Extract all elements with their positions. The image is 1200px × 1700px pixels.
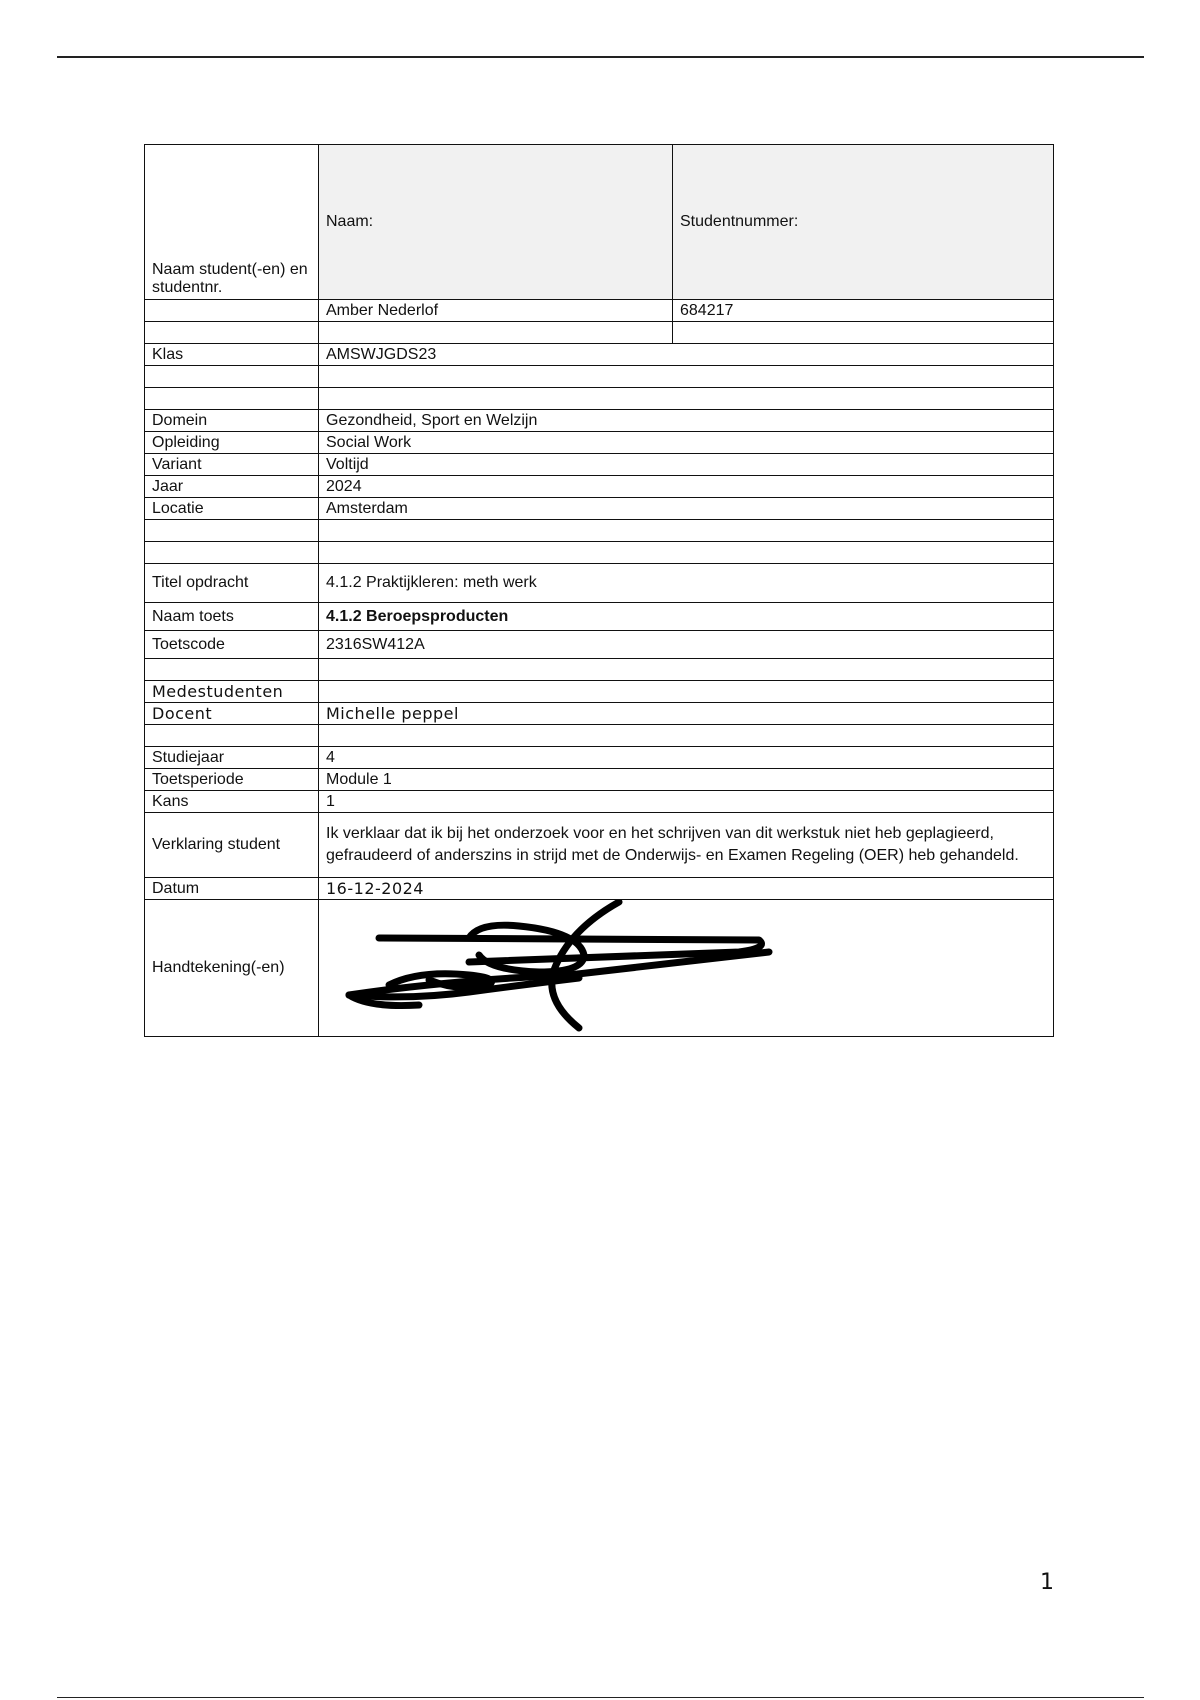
- empty-cell: [145, 542, 319, 564]
- table-row: [145, 520, 1054, 542]
- table-row: [145, 878, 1054, 900]
- handwritten-signature-icon: [329, 900, 789, 1036]
- verklaring-value: Ik verklaar dat ik bij het onderzoek voor en het schrijven van dit werkstuk niet heb geplagieerd, gefraudeerd of anderszins in strijd met de Onderwijs- en Examen Regeling (OER) heb gehandeld.: [319, 813, 1054, 878]
- table-row: [145, 813, 1054, 878]
- table-row: [145, 791, 1054, 813]
- table-row: [145, 388, 1054, 410]
- locatie-label: Locatie: [145, 498, 319, 520]
- verklaring-label: Verklaring student: [145, 813, 319, 878]
- table-row: [145, 322, 1054, 344]
- docent-label: Docent: [145, 703, 319, 725]
- empty-cell: [319, 366, 1054, 388]
- table-row: [145, 454, 1054, 476]
- student-number: 684217: [673, 300, 1054, 322]
- opleiding-label: Opleiding: [145, 432, 319, 454]
- handtekening-label: Handtekening(-en): [145, 900, 319, 1037]
- student-label: Naam student(-en) en studentnr.: [145, 145, 319, 300]
- signature-cell: [319, 900, 1054, 1037]
- toetscode-label: Toetscode: [145, 631, 319, 659]
- docent-value: Michelle peppel: [319, 703, 1054, 725]
- empty-cell: [319, 322, 673, 344]
- medestudenten-value: [319, 681, 1054, 703]
- titel-value: 4.1.2 Praktijkleren: meth werk: [319, 564, 1054, 603]
- opleiding-value: Social Work: [319, 432, 1054, 454]
- kans-label: Kans: [145, 791, 319, 813]
- cover-form-table: [144, 144, 1054, 1037]
- empty-cell: [673, 322, 1054, 344]
- jaar-label: Jaar: [145, 476, 319, 498]
- klas-label: Klas: [145, 344, 319, 366]
- empty-cell: [319, 542, 1054, 564]
- naam-header: Naam:: [319, 145, 673, 300]
- empty-cell: [319, 659, 1054, 681]
- student-name: Amber Nederlof: [319, 300, 673, 322]
- table-row: [145, 344, 1054, 366]
- table-row: [145, 631, 1054, 659]
- table-row: [145, 659, 1054, 681]
- table-row: [145, 366, 1054, 388]
- studentnummer-header: Studentnummer:: [673, 145, 1054, 300]
- datum-value: 16-12-2024: [319, 878, 1054, 900]
- table-row: [145, 476, 1054, 498]
- table-row: [145, 703, 1054, 725]
- empty-cell: [145, 388, 319, 410]
- medestudenten-label: Medestudenten: [145, 681, 319, 703]
- empty-cell: [319, 520, 1054, 542]
- table-row: [145, 410, 1054, 432]
- table-row: [145, 300, 1054, 322]
- empty-cell: [145, 322, 319, 344]
- empty-cell: [319, 725, 1054, 747]
- studiejaar-value: 4: [319, 747, 1054, 769]
- domein-value: Gezondheid, Sport en Welzijn: [319, 410, 1054, 432]
- empty-cell: [145, 725, 319, 747]
- titel-label: Titel opdracht: [145, 564, 319, 603]
- jaar-value: 2024: [319, 476, 1054, 498]
- variant-value: Voltijd: [319, 454, 1054, 476]
- table-row: [145, 498, 1054, 520]
- empty-cell: [319, 388, 1054, 410]
- studiejaar-label: Studiejaar: [145, 747, 319, 769]
- domein-label: Domein: [145, 410, 319, 432]
- empty-cell: [145, 520, 319, 542]
- table-row: [145, 900, 1054, 1037]
- datum-label: Datum: [145, 878, 319, 900]
- empty-cell: [145, 366, 319, 388]
- page-number: 1: [1040, 1570, 1054, 1595]
- toetsperiode-label: Toetsperiode: [145, 769, 319, 791]
- naam-toets-label: Naam toets: [145, 603, 319, 631]
- table-row: [145, 432, 1054, 454]
- empty-cell: [145, 300, 319, 322]
- variant-label: Variant: [145, 454, 319, 476]
- header-rule: [57, 56, 1144, 58]
- table-row: [145, 769, 1054, 791]
- empty-cell: [145, 659, 319, 681]
- table-row: [145, 725, 1054, 747]
- toetscode-value: 2316SW412A: [319, 631, 1054, 659]
- toetsperiode-value: Module 1: [319, 769, 1054, 791]
- table-row: [145, 603, 1054, 631]
- klas-value: AMSWJGDS23: [319, 344, 1054, 366]
- naam-toets-value: 4.1.2 Beroepsproducten: [319, 603, 1054, 631]
- locatie-value: Amsterdam: [319, 498, 1054, 520]
- table-row: [145, 145, 1054, 300]
- table-row: [145, 542, 1054, 564]
- table-row: [145, 747, 1054, 769]
- table-row: [145, 681, 1054, 703]
- kans-value: 1: [319, 791, 1054, 813]
- table-row: [145, 564, 1054, 603]
- footer-rule: [57, 1697, 1144, 1698]
